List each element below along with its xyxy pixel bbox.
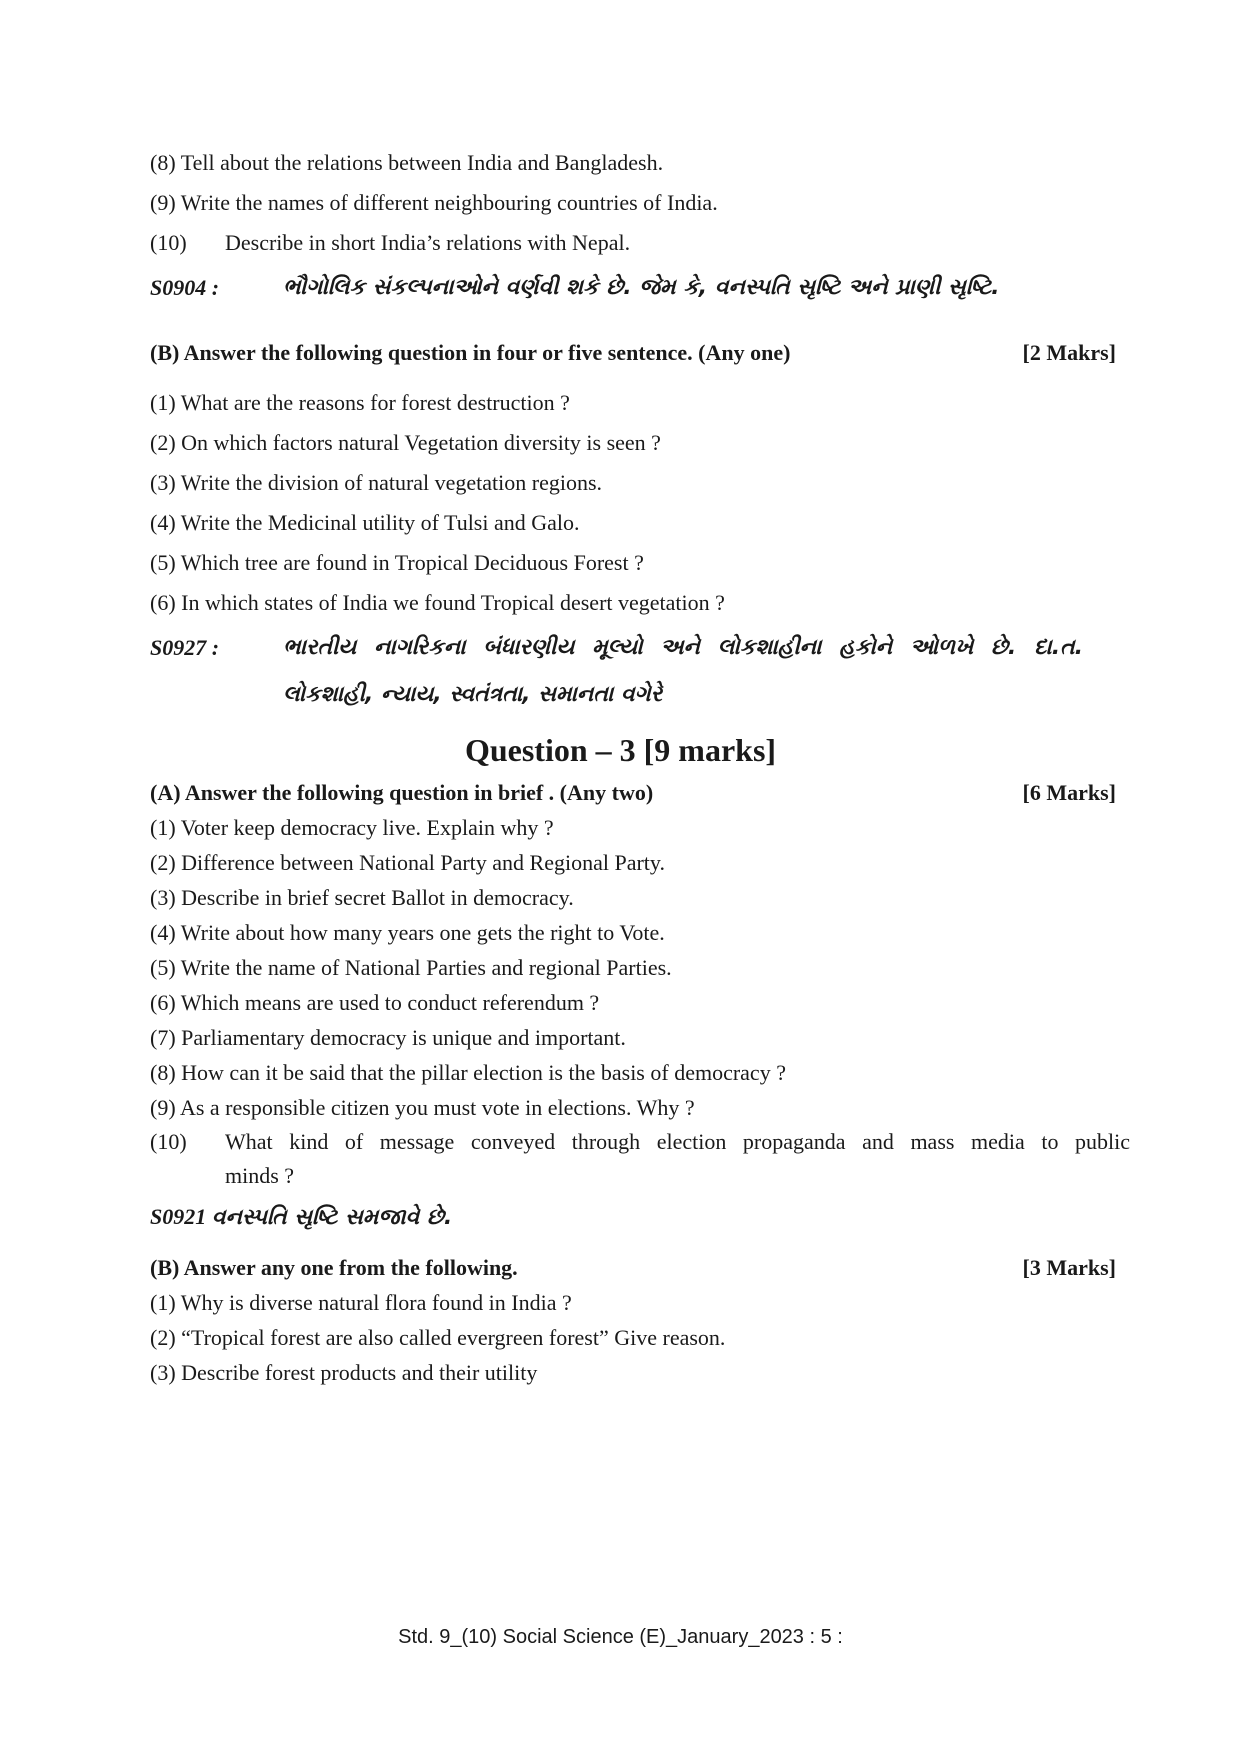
list-item: (7) Parliamentary democracy is unique and important. — [150, 1025, 626, 1050]
list-item: (9) As a responsible citizen you must vote in elections. Why ? — [150, 1095, 695, 1120]
list-item: (1) Why is diverse natural flora found in India ? — [150, 1290, 572, 1315]
list-item: (4) Write about how many years one gets the right to Vote. — [150, 920, 665, 945]
list-item: (8) Tell about the relations between India and Bangladesh. — [150, 150, 664, 175]
learning-outcome-text: વનસ્પતિ સૃષ્ટિ સમજાવે છે. — [211, 1205, 453, 1230]
list-item: (9) Write the names of different neighbouring countries of India. — [150, 190, 718, 215]
list-item: (10) What kind of message conveyed through election propaganda and mass media to public minds ? — [150, 1129, 1130, 1188]
list-item: (2) “Tropical forest are also called evergreen forest” Give reason. — [150, 1325, 726, 1350]
list-item: (10) Describe in short India’s relations with Nepal. — [150, 230, 631, 255]
learning-outcome-code: S0904 : — [150, 275, 220, 300]
page-footer: Std. 9_(10) Social Science (E)_January_2023 : 5 : — [398, 1626, 843, 1648]
section-heading: (A) Answer the following question in brief . (Any two) [6 Marks] — [150, 780, 1116, 805]
learning-outcome-code: S0927 : — [150, 635, 220, 660]
learning-outcome — [150, 1202, 452, 1233]
learning-outcome-code: S0921 — [150, 1204, 207, 1229]
section-marks: [2 Makrs] — [1022, 340, 1116, 365]
list-item: (5) Write the name of National Parties and regional Parties. — [150, 955, 672, 980]
list-item: (1) Voter keep democracy live. Explain why ? — [150, 815, 554, 840]
learning-outcome-text-line2: લોકશાહી, ન્યાય, સ્વતંત્રતા, સમાનતા વગેરે — [283, 682, 663, 707]
list-item: (2) Difference between National Party and Regional Party. — [150, 850, 665, 875]
section-marks: [3 Marks] — [1022, 1255, 1116, 1280]
list-item: (3) Describe forest products and their utility — [150, 1360, 538, 1385]
section-heading: (B) Answer the following question in four or five sentence. (Any one) [2 Makrs] — [150, 340, 1116, 365]
section-heading: (B) Answer any one from the following. [3 Marks] — [150, 1255, 1116, 1280]
list-item: (2) On which factors natural Vegetation diversity is seen ? — [150, 430, 661, 455]
list-item: (8) How can it be said that the pillar election is the basis of democracy ? — [150, 1060, 786, 1085]
list-item: (3) Write the division of natural vegetation regions. — [150, 470, 603, 495]
list-item: (4) Write the Medicinal utility of Tulsi and Galo. — [150, 510, 580, 535]
list-item: (6) In which states of India we found Tropical desert vegetation ? — [150, 590, 725, 615]
list-item: (1) What are the reasons for forest destruction ? — [150, 390, 570, 415]
list-item: (6) Which means are used to conduct referendum ? — [150, 990, 600, 1015]
section-marks: [6 Marks] — [1022, 780, 1116, 805]
learning-outcome-text: ભૌગોલિક સંકલ્પનાઓને વર્ણવી શકે છે. જેમ કે, વનસ્પતિ સૃષ્ટિ અને પ્રાણી સૃષ્ટિ. — [283, 275, 1000, 300]
page-title: Question – 3 [9 marks] — [464, 732, 777, 768]
learning-outcome-text: ભારતીય નાગરિકના બંધારણીય મૂલ્યો અને લોકશાહીના હકોને ઓળખે છે. દા.ત. — [283, 635, 1083, 660]
list-item: (5) Which tree are found in Tropical Deciduous Forest ? — [150, 550, 644, 575]
list-item: (3) Describe in brief secret Ballot in democracy. — [150, 885, 574, 910]
